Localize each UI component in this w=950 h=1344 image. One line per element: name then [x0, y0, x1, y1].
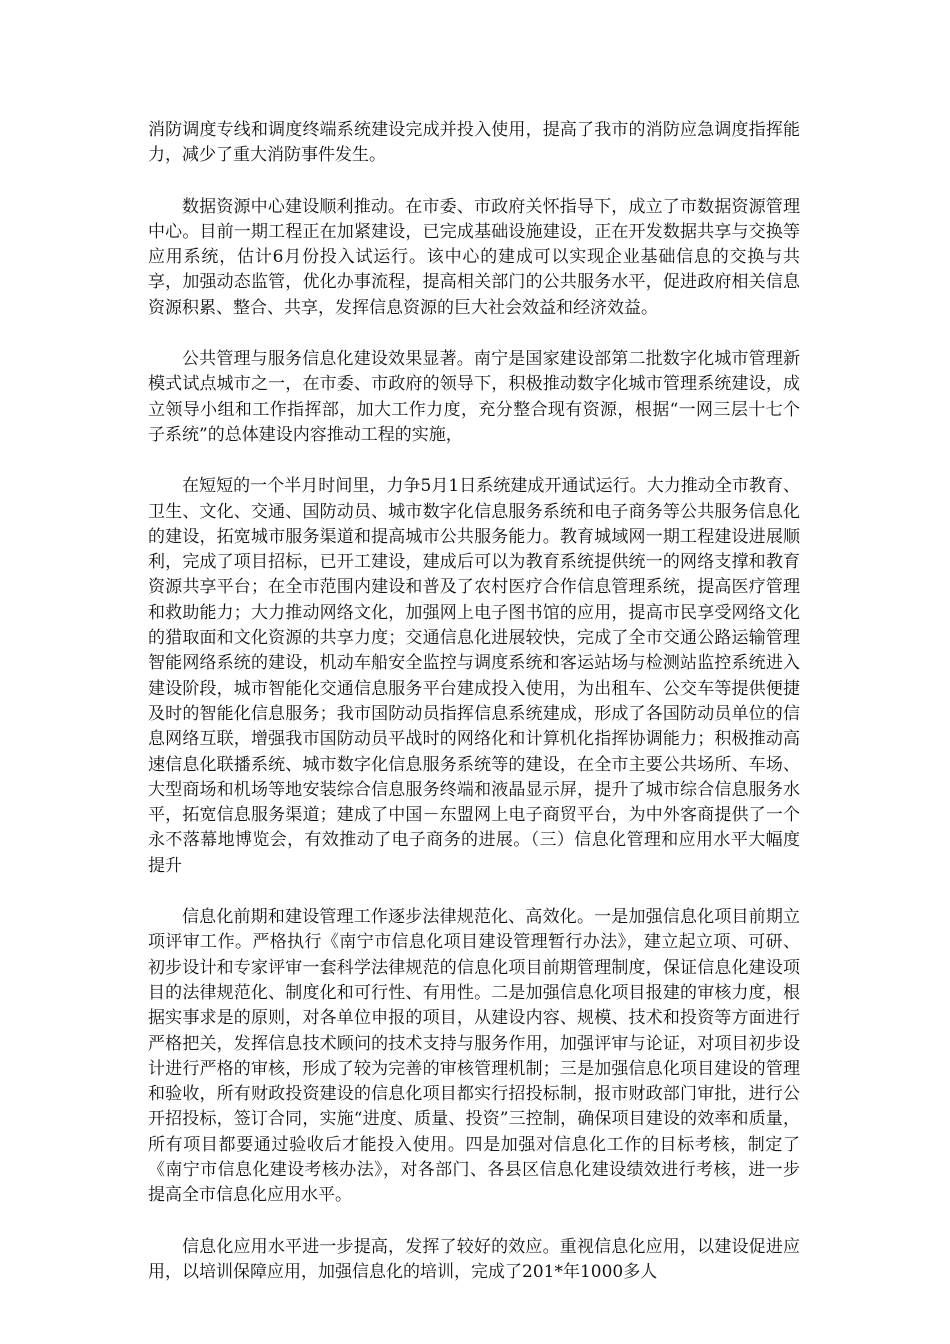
- paragraph-data-resource-center: 数据资源中心建设顺利推动。在市委、市政府关怀指导下，成立了市数据资源管理中心。目前一期工程正在加紧建设，已完成基础设施建设，正在开发数据共享与交换等应用系统，估计6月份投入试运行。该中心的建成可以实现企业基础信息的交换与共享，加强动态监管，优化办事流程，提高相关部门的公共服务水平，促进政府相关信息资源积累、整合、共享，发挥信息资源的巨大社会效益和经济效益。: [148, 196, 800, 318]
- paragraph-fire-dispatch: 消防调度专线和调度终端系统建设完成并投入使用，提高了我市的消防应急调度指挥能力，减少了重大消防事件发生。: [148, 120, 800, 166]
- paragraph-project-management: 信息化前期和建设管理工作逐步法律规范化、高效化。一是加强信息化项目前期立项评审工作。严格执行《南宁市信息化项目建设管理暂行办法》，建立起立项、可研、初步设计和专家评审一套科学法律规范的信息化项目前期管理制度，保证信息化建设项目的法律规范化、制度化和可行性、有用性。二是加强信息化项目报建的审核力度，根据实事求是的原则，对各单位申报的项目，从建设内容、规模、技术和投资等方面进行严格把关，发挥信息技术顾问的技术支持与服务作用，加强评审与论证，对项目初步设计进行严格的审核，形成了较为完善的审核管理机制；三是加强信息化项目建设的管理和验收，所有财政投资建设的信息化项目都实行招投标制，报市财政部门审批，进行公开招投标，签订合同，实施“进度、质量、投资”三控制，确保项目建设的效率和质量，所有项目都要通过验收后才能投入使用。四是加强对信息化工作的目标考核，制定了《南宁市信息化建设考核办法》，对各部门、各县区信息化建设绩效进行考核，进一步提高全市信息化应用水平。: [148, 907, 800, 1206]
- paragraph-public-services: 在短短的一个半月时间里，力争5月1日系统建成开通试运行。大力推动全市教育、卫生、文化、交通、国防动员、城市数字化信息服务系统和电子商务等公共服务信息化的建设，拓宽城市服务渠道和提高城市公共服务能力。教育城域网一期工程建设进展顺利，完成了项目招标，已开工建设，建成后可以为教育系统提供统一的网络支撑和教育资源共享平台；在全市范围内建设和普及了农村医疗合作信息管理系统，提高医疗管理和救助能力；大力推动网络文化，加强网上电子图书馆的应用，提高市民享受网络文化的猎取面和文化资源的共享力度；交通信息化进展较快，完成了全市交通公路运输管理智能网络系统的建设，机动车船安全监控与调度系统和客运站场与检测站监控系统进入建设阶段，城市智能化交通信息服务平台建成投入使用，为出租车、公交车等提供便捷及时的智能化信息服务；我市国防动员指挥信息系统建成，形成了各国防动员单位的信息网络互联，增强我市国防动员平战时的网络化和计算机化指挥协调能力；积极推动高速信息化联播系统、城市数字化信息服务系统等的建设，在全市主要公共场所、车场、大型商场和机场等地安装综合信息服务终端和液晶显示屏，提升了城市综合信息服务水平，拓宽信息服务渠道；建成了中国－东盟网上电子商贸平台，为中外客商提供了一个永不落幕地博览会，有效推动了电子商务的进展。（三）信息化管理和应用水平大幅度提升: [148, 476, 800, 876]
- paragraph-public-management: 公共管理与服务信息化建设效果显著。南宁是国家建设部第二批数字化城市管理新模式试点城市之一，在市委、市政府的领导下，积极推动数字化城市管理系统建设，成立领导小组和工作指挥部，加大工作力度，充分整合现有资源，根据“一网三层十七个子系统”的总体建设内容推动工程的实施，: [148, 349, 800, 445]
- document-body: [148, 118, 800, 1311]
- paragraph-application-level: 信息化应用水平进一步提高，发挥了较好的效应。重视信息化应用，以建设促进应用，以培训保障应用，加强信息化的培训，完成了201*年1000多人: [148, 1236, 800, 1282]
